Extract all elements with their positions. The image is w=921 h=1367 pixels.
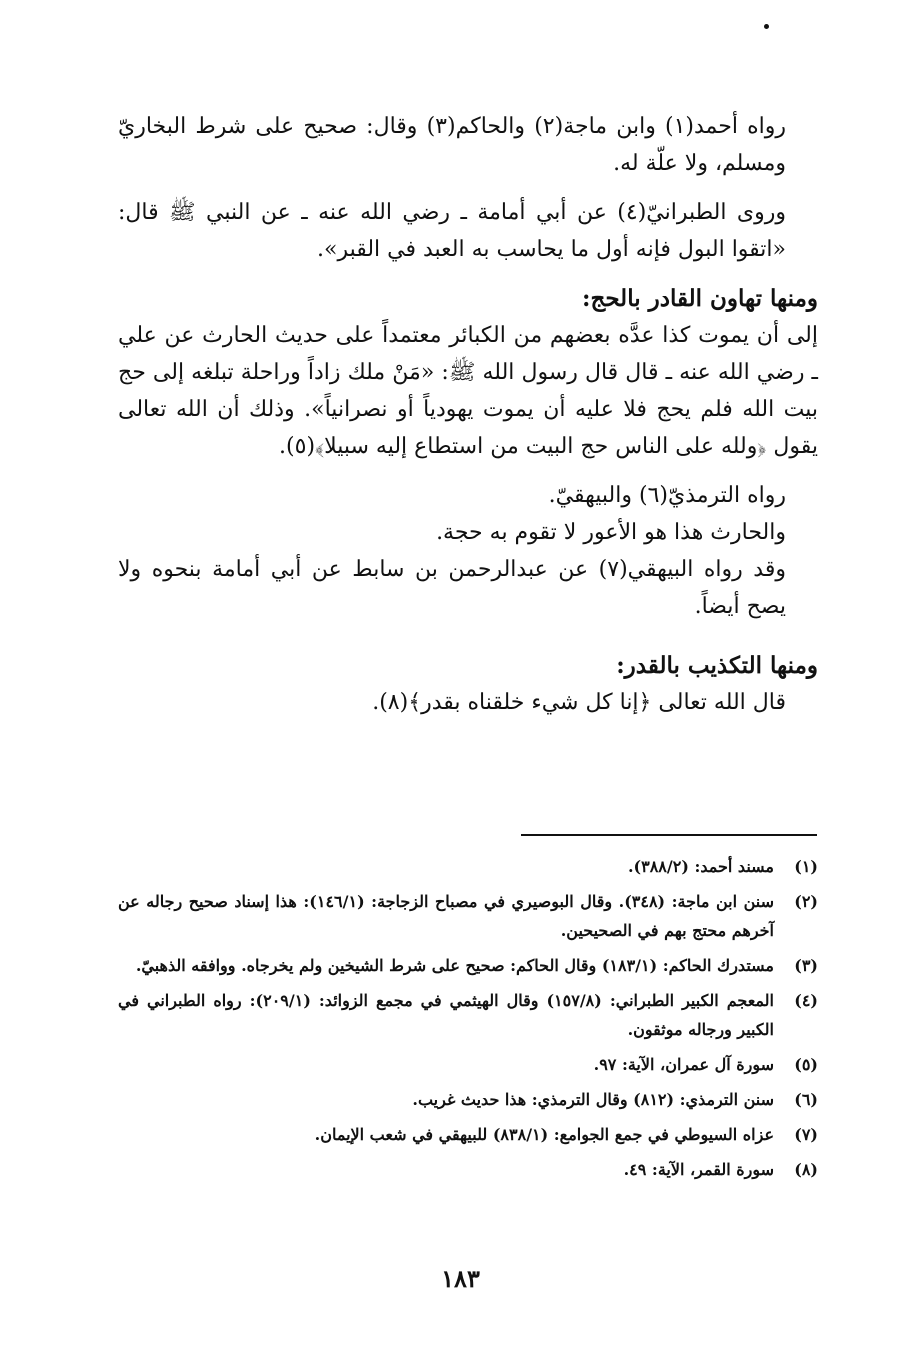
footnote-text: عزاه السيوطي في جمع الجوامع: (٨٣٨/١) للبيهقي في شعب الإيمان. <box>314 1125 774 1144</box>
page-mark <box>764 24 769 29</box>
paragraph-7: قال الله تعالى ﴿إنا كل شيء خلقناه بقدر﴾(٨). <box>372 690 786 715</box>
footnote-item <box>118 887 818 945</box>
footnote-number: (٦) <box>794 1090 818 1109</box>
section-heading-qadar: ومنها التكذيب بالقدر: <box>616 652 818 679</box>
footnote-item <box>118 1050 818 1079</box>
footnote-text: مسند أحمد: (٣٨٨/٢). <box>627 857 774 876</box>
footnote-number: (٧) <box>794 1125 818 1144</box>
footnote-text: سنن الترمذي: (٨١٢) وقال الترمذي: هذا حديث غريب. <box>412 1090 774 1109</box>
footnote-item <box>118 852 818 881</box>
paragraph-1: رواه أحمد(١) وابن ماجة(٢) والحاكم(٣) وقال: صحيح على شرط البخاريّ ومسلم، ولا علّة له. <box>118 114 786 176</box>
footnote-item <box>118 951 818 980</box>
footnote-item <box>118 1120 818 1149</box>
footnote-item <box>118 1085 818 1114</box>
footnote-divider <box>521 834 817 836</box>
footnote-number: (٤) <box>794 991 818 1010</box>
footnote-text: المعجم الكبير الطبراني: (١٥٧/٨) وقال الهيثمي في مجمع الزوائد: (٢٠٩/١): رواه الطبراني في الكبير ورجاله موثقون. <box>118 991 774 1039</box>
footnote-number: (٣) <box>794 956 818 975</box>
footnote-text: سورة آل عمران، الآية: ٩٧. <box>593 1055 774 1074</box>
paragraph-3: إلى أن يموت كذا عدَّه بعضهم من الكبائر معتمداً على حديث الحارث عن علي ـ رضي الله عنه ـ قال قال رسول الله ﷺ: «مَنْ ملك زاداً وراحلة تبلغه إلى حج بيت الله فلم يحج فلا عليه أن يموت يهودياً أو نصرانياً». وذلك أن الله تعالى يقول ﴿ولله على الناس حج البيت من استطاع إليه سبيلا﴾(٥). <box>118 323 818 459</box>
paragraph-2: وروى الطبرانيّ(٤) عن أبي أمامة ـ رضي الله عنه ـ عن النبي ﷺ قال: «اتقوا البول فإنه أول ما يحاسب به العبد في القبر». <box>118 200 787 262</box>
paragraph-4: رواه الترمذيّ(٦) والبيهقيّ. <box>548 483 786 508</box>
footnote-number: (١) <box>794 857 818 876</box>
paragraph-5: والحارث هذا هو الأعور لا تقوم به حجة. <box>436 520 786 545</box>
section-heading-hajj: ومنها تهاون القادر بالحج: <box>582 285 818 312</box>
page-number: ١٨٣ <box>441 1264 480 1293</box>
footnote-number: (٨) <box>794 1160 818 1179</box>
footnote-number: (٢) <box>794 892 818 911</box>
footnote-text: سورة القمر، الآية: ٤٩. <box>623 1160 774 1179</box>
footnote-item <box>118 986 818 1044</box>
footnote-text: مستدرك الحاكم: (١٨٣/١) وقال الحاكم: صحيح على شرط الشيخين ولم يخرجاه. ووافقه الذهبيّ. <box>135 956 774 975</box>
footnote-number: (٥) <box>794 1055 818 1074</box>
main-text <box>118 108 818 733</box>
paragraph-6: وقد رواه البيهقي(٧) عن عبدالرحمن بن سابط عن أبي أمامة بنحوه ولا يصح أيضاً. <box>118 557 786 619</box>
footnotes <box>118 852 818 1190</box>
footnote-text: سنن ابن ماجة: (٣٤٨). وقال البوصيري في مصباح الزجاجة: (١٤٦/١): هذا إسناد صحيح رجاله عن آخرهم محتج بهم في الصحيحين. <box>118 892 775 940</box>
footnote-item <box>118 1155 818 1184</box>
